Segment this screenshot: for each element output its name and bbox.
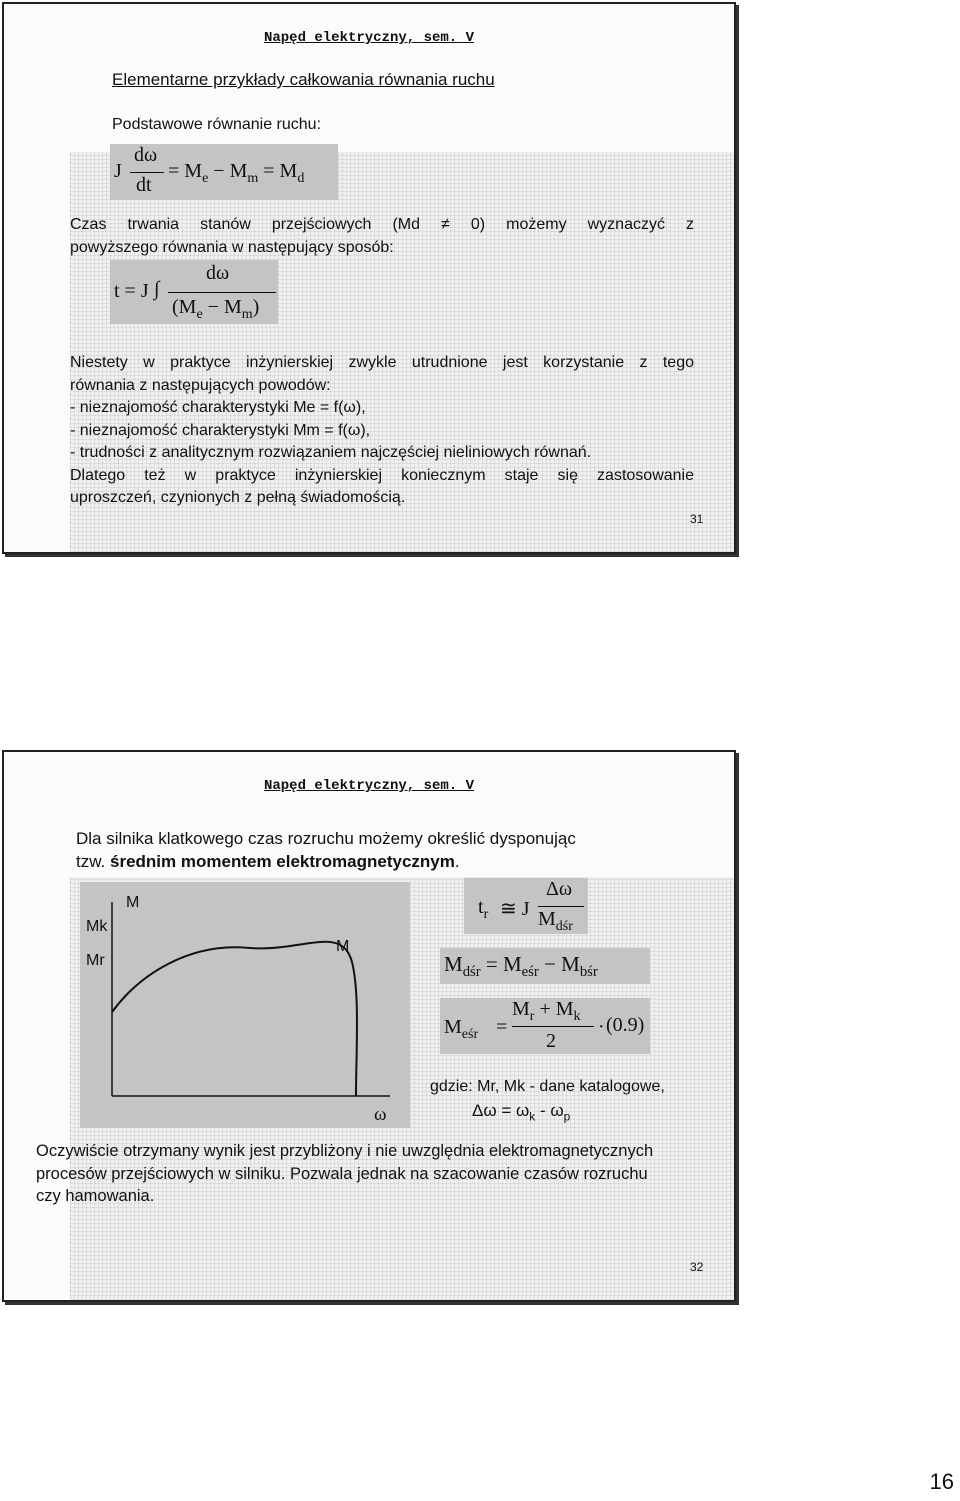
- conclusion-paragraph: Oczywiście otrzymany wynik jest przybliżony i nie uwzględnia elektromagnetycznych procesów przejściowych w silniku. Pozwala jednak na szacowanie czasów rozruchu czy hamowania.: [36, 1142, 654, 1205]
- slide-header: Napęd elektryczny, sem. V: [263, 778, 475, 794]
- paragraph-1: Czas trwania stanów przejściowych (Md ≠ 0) możemy wyznaczyć z powyższego równania w następujący sposób:: [70, 216, 694, 256]
- torque-speed-plot: [80, 882, 410, 1128]
- slide-32: [2, 750, 736, 1302]
- paragraph-2: Niestety w praktyce inżynierskiej zwykle utrudnione jest korzystanie z tego równania z następujących powodów: - nieznajomość charakterystyki Me = f(ω), - nieznajomość charakterystyki Mm = f(ω), - trudności z analitycznym rozwiązaniem najczęściej nieliniowych równań. Dlatego też w praktyce inżynierskiej koniecznym staje się zastosowanie uproszczeń, czynionych z pełną świadomością.: [70, 354, 694, 506]
- axis-x-label: ω: [374, 1104, 387, 1125]
- integral-equation: t = J ∫ dω $(M_e - M_m)$: [110, 260, 278, 324]
- mr-label: Mr: [86, 952, 105, 969]
- slide-31: [2, 2, 736, 554]
- slide-title: Elementarne przykłady całkowania równania ruchu: [112, 70, 495, 89]
- document-page-number: 16: [929, 1469, 954, 1494]
- slide-number: 31: [690, 512, 704, 526]
- axis-y-label: M: [126, 894, 140, 911]
- torque-curve: [112, 942, 357, 1096]
- torque-speed-graph: [80, 882, 410, 1128]
- slide-number: 32: [690, 1260, 704, 1274]
- startup-time-equation: $t_r$ ≅ J Δω $M_{dśr}$: [464, 878, 588, 934]
- dynamic-torque-equation: $M_{dśr} = M_{eśr} - M_{bśr}$: [440, 948, 650, 984]
- mk-label: Mk: [86, 918, 108, 935]
- intro-text: Podstawowe równanie ruchu:: [112, 116, 322, 133]
- gdzie-text: gdzie: Mr, Mk - dane katalogowe,: [430, 1078, 665, 1095]
- intro-text: Dla silnika klatkowego czas rozruchu możemy określić dysponując tzw. średnim momentem elektromagnetycznym.: [76, 829, 576, 871]
- slide-header: Napęd elektryczny, sem. V: [263, 30, 475, 46]
- curve-label: M: [336, 938, 350, 955]
- mean-torque-equation: $M_{eśr}$ = $M_r + M_k$ 2 · (0.9): [440, 998, 650, 1054]
- delta-omega-text: $\Delta\omega = \omega_k - \omega_p$: [472, 1101, 571, 1124]
- equation-of-motion: J dω dt = $M_e - M_m = M_d$: [110, 144, 338, 200]
